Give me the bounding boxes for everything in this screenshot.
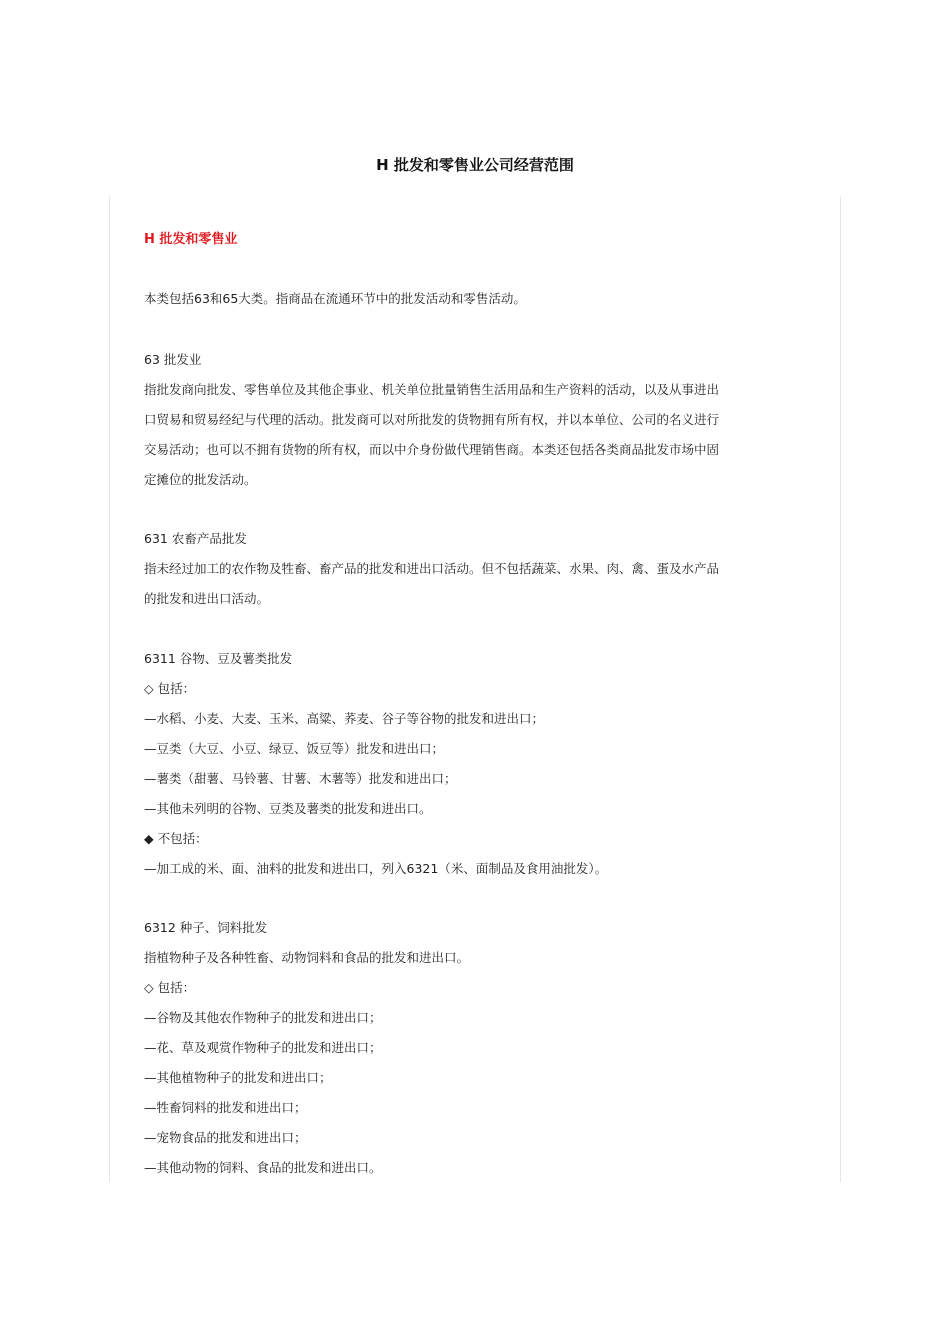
intro-block [144, 284, 814, 314]
section-631 [144, 524, 814, 614]
section-title: H 批发和零售业 [144, 232, 238, 247]
list-item: —加工成的米、面、油料的批发和进出口，列入6321（米、面制品及食用油批发）。 [144, 861, 608, 876]
section-63-heading: 63 批发业 [144, 352, 202, 367]
section-631-line: 指未经过加工的农作物及牲畜、畜产品的批发和进出口活动。但不包括蔬菜、水果、肉、禽、蛋及水产品 [144, 561, 720, 576]
section-631-line: 的批发和进出口活动。 [144, 591, 270, 606]
list-item: —其他植物种子的批发和进出口； [144, 1070, 332, 1085]
list-item: —花、草及观赏作物种子的批发和进出口； [144, 1040, 382, 1055]
section-631-heading: 631 农畜产品批发 [144, 531, 247, 546]
include-label: ◇ 包括： [144, 980, 196, 995]
section-63-line: 指批发商向批发、零售单位及其他企事业、机关单位批量销售生活用品和生产资料的活动，以及从事进出 [144, 382, 720, 397]
section-63-line: 交易活动；也可以不拥有货物的所有权，而以中介身份做代理销售商。本类还包括各类商品批发市场中固 [144, 442, 720, 457]
document-title: H 批发和零售业公司经营范围 [376, 156, 574, 174]
list-item: —水稻、小麦、大麦、玉米、高粱、荞麦、谷子等谷物的批发和进出口； [144, 711, 545, 726]
list-item: —其他未列明的谷物、豆类及薯类的批发和进出口。 [144, 801, 432, 816]
include-label: ◇ 包括： [144, 681, 196, 696]
exclude-label: ◆ 不包括： [144, 831, 208, 846]
section-6311 [144, 644, 814, 884]
list-item: —其他动物的饲料、食品的批发和进出口。 [144, 1160, 382, 1175]
intro-paragraph: 本类包括63和65大类。指商品在流通环节中的批发活动和零售活动。 [144, 291, 526, 306]
list-item: —豆类（大豆、小豆、绿豆、饭豆等）批发和进出口； [144, 741, 445, 756]
section-6312-heading: 6312 种子、饲料批发 [144, 920, 268, 935]
section-63 [144, 345, 814, 495]
list-item: —谷物及其他农作物种子的批发和进出口； [144, 1010, 382, 1025]
section-63-line: 定摊位的批发活动。 [144, 472, 257, 487]
section-6312 [144, 913, 814, 1183]
list-item: —薯类（甜薯、马铃薯、甘薯、木薯等）批发和进出口； [144, 771, 457, 786]
list-item: —宠物食品的批发和进出口； [144, 1130, 307, 1145]
section-63-line: 口贸易和贸易经纪与代理的活动。批发商可以对所批发的货物拥有所有权，并以本单位、公司的名义进行 [144, 412, 720, 427]
section-6311-heading: 6311 谷物、豆及薯类批发 [144, 651, 293, 666]
list-item: —牲畜饲料的批发和进出口； [144, 1100, 307, 1115]
section-6312-desc: 指植物种子及各种牲畜、动物饲料和食品的批发和进出口。 [144, 950, 470, 965]
